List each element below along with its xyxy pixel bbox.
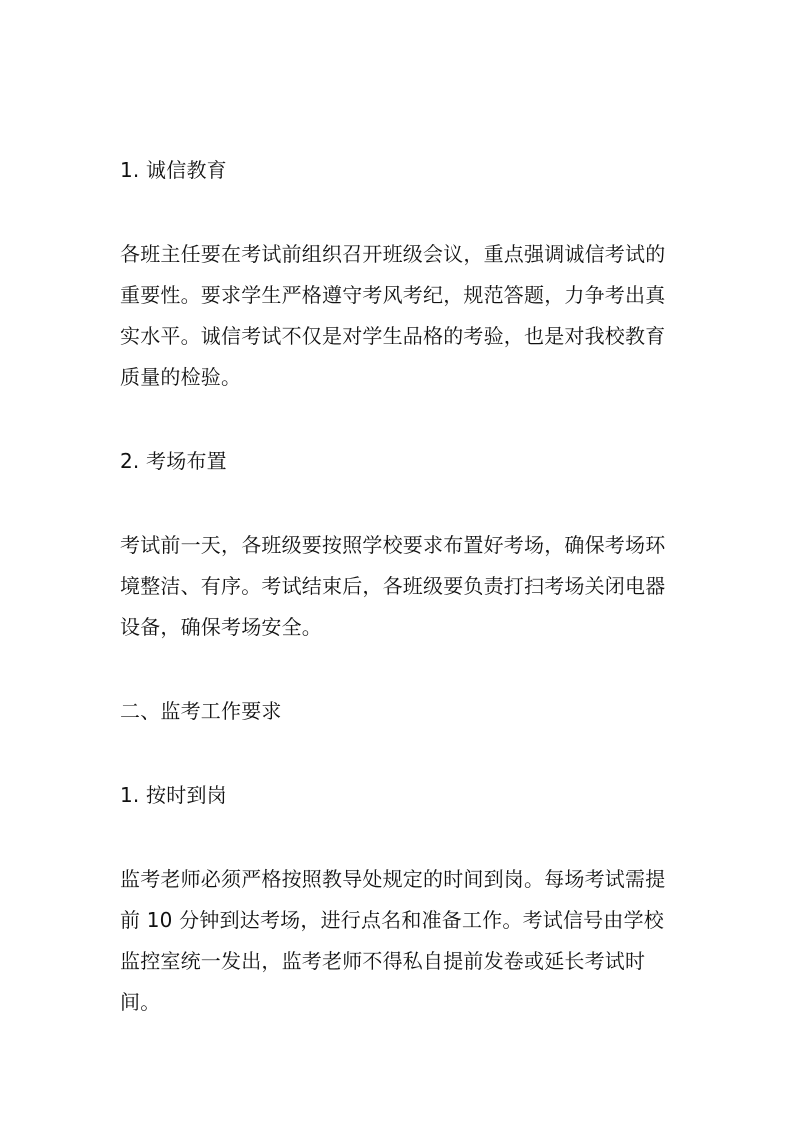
document-body: [120, 150, 675, 1066]
subheading-exam-room-setup: 2. 考场布置: [120, 449, 227, 473]
paragraph-on-time-arrival: 监考老师必须严格按照教导处规定的时间到岗。每场考试需提前 10 分钟到达考场，进行点名和准备工作。考试信号由学校监控室统一发出，监考老师不得私自提前发卷或延长考试时间。: [120, 867, 666, 1014]
subheading-integrity-education: 1. 诚信教育: [120, 158, 227, 182]
paragraph-exam-room-setup: 考试前一天，各班级要按照学校要求布置好考场，确保考场环境整洁、有序。考试结束后，各班级要负责打扫考场关闭电器设备，确保考场安全。: [120, 533, 666, 639]
paragraph-integrity-education: 各班主任要在考试前组织召开班级会议，重点强调诚信考试的重要性。要求学生严格遵守考风考纪，规范答题，力争考出真实水平。诚信考试不仅是对学生品格的考验，也是对我校教育质量的检验。: [120, 242, 666, 389]
subheading-on-time-arrival: 1. 按时到岗: [120, 783, 227, 807]
section-title-invigilation-requirements: 二、监考工作要求: [120, 699, 282, 723]
